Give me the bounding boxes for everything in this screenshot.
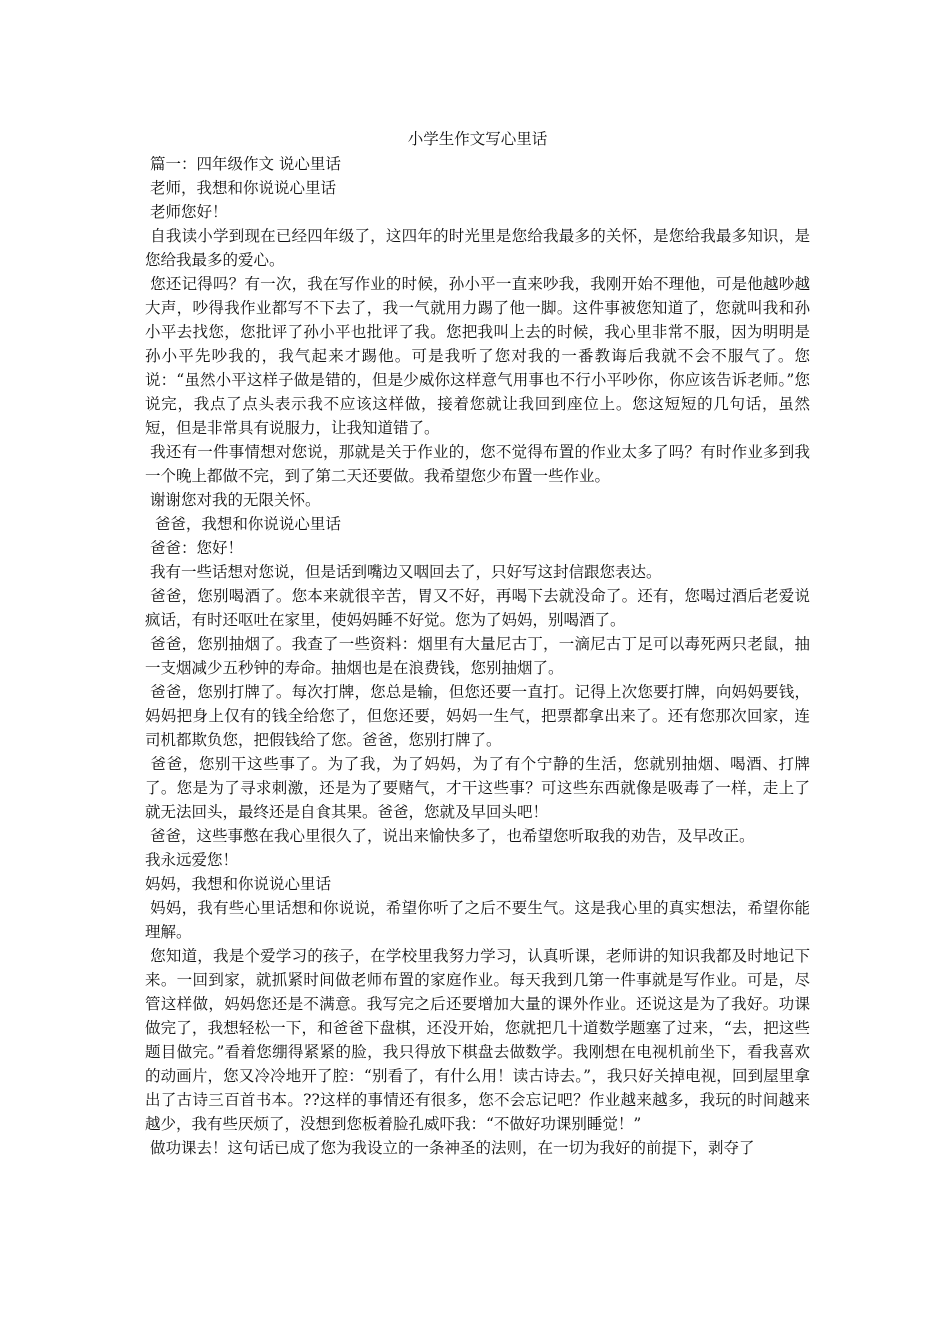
paragraph-list (145, 152, 810, 1160)
paragraph: 妈妈，我想和你说说心里话 (145, 875, 332, 893)
paragraph: 爸爸：您好！ (145, 539, 243, 557)
paragraph: 爸爸，您别打牌了。每次打牌，您总是输，但您还要一直打。记得上次您要打牌，向妈妈要钱，妈妈把身上仅有的钱全给您了，但您还要，妈妈一生气，把票都拿出来了。还有您那次回家，连司机都欺负您，把假钱给了您。爸爸，您别打牌了。 (145, 683, 810, 749)
paragraph: 谢谢您对我的无限关怀。 (145, 491, 321, 509)
paragraph: 我还有一件事情想对您说，那就是关于作业的，您不觉得布置的作业太多了吗？有时作业多到我一个晚上都做不完，到了第二天还要做。我希望您少布置一些作业。 (145, 443, 810, 485)
paragraph: 篇一：四年级作文 说心里话 (145, 155, 341, 173)
paragraph: 做功课去！这句话已成了您为我设立的一条神圣的法则，在一切为我好的前提下，剥夺了 (145, 1139, 755, 1157)
document-title: 小学生作文写心里话 (407, 130, 548, 148)
paragraph: 自我读小学到现在已经四年级了，这四年的时光里是您给我最多的关怀，是您给我最多知识，是您给我最多的爱心。 (145, 227, 810, 269)
paragraph: 您还记得吗？有一次，我在写作业的时候，孙小平一直来吵我，我刚开始不理他，可是他越吵越大声，吵得我作业都写不下去了，我一气就用力踢了他一脚。这件事被您知道了，您就叫我和孙小平去找您，您批评了孙小平也批评了我。您把我叫上去的时候，我心里非常不服，因为明明是孙小平先吵我的，我气起来才踢他。可是我听了您对我的一番教诲后我就不会不服气了。您说：“虽然小平这样子做是错的，但是少威你这样意气用事也不行小平吵你，你应该告诉老师。”您说完，我点了点头表示我不应该这样做，接着您就让我回到座位上。您这短短的几句话，虽然短，但是非常具有说服力，让我知道错了。 (145, 275, 810, 437)
paragraph: 爸爸，您别抽烟了。我查了一些资料：烟里有大量尼古丁，一滴尼古丁足可以毒死两只老鼠，抽一支烟减少五秒钟的寿命。抽烟也是在浪费钱，您别抽烟了。 (145, 635, 810, 677)
paragraph: 我有一些话想对您说，但是话到嘴边又咽回去了，只好写这封信跟您表达。 (145, 563, 662, 581)
paragraph: 爸爸，我想和你说说心里话 (145, 515, 341, 533)
paragraph: 老师您好！ (145, 203, 228, 221)
paragraph: 爸爸，您别干这些事了。为了我，为了妈妈，为了有个宁静的生活，您就别抽烟、喝酒、打牌了。您是为了寻求刺激，还是为了要赌气，才干这些事？可这些东西就像是吸毒了一样，走上了就无法回头，最终还是自食其果。爸爸，您就及早回头吧！ (145, 755, 810, 821)
paragraph: 爸爸，这些事憋在我心里很久了，说出来愉快多了，也希望您听取我的劝告，及早改正。 (145, 827, 755, 845)
paragraph: 爸爸，您别喝酒了。您本来就很辛苦，胃又不好，再喝下去就没命了。还有，您喝过酒后老爱说疯话，有时还呕吐在家里，使妈妈睡不好觉。您为了妈妈，别喝酒了。 (145, 587, 810, 629)
document-body (145, 127, 810, 1160)
paragraph: 您知道，我是个爱学习的孩子，在学校里我努力学习，认真听课，老师讲的知识我都及时地记下来。一回到家，就抓紧时间做老师布置的家庭作业。每天我到几第一件事就是写作业。可是，尽管这样做，妈妈您还是不满意。我写完之后还要增加大量的课外作业。还说这是为了我好。功课做完了，我想轻松一下，和爸爸下盘棋，还没开始，您就把几十道数学题塞了过来，“去，把这些题目做完。”看着您绷得紧紧的脸，我只得放下棋盘去做数学。我刚想在电视机前坐下，看我喜欢的动画片，您又冷冷地开了腔：“别看了，有什么用！读古诗去。”，我只好关掉电视，回到屋里拿出了古诗三百首书本。??这样的事情还有很多，您不会忘记吧？作业越来越多，我玩的时间越来越少，我有些厌烦了，没想到您板着脸孔威吓我：“不做好功课别睡觉！” (145, 947, 810, 1133)
paragraph: 老师，我想和你说说心里话 (145, 179, 336, 197)
paragraph: 我永远爱您！ (145, 851, 239, 869)
paragraph: 妈妈，我有些心里话想和你说说，希望你听了之后不要生气。这是我心里的真实想法，希望你能理解。 (145, 899, 810, 941)
